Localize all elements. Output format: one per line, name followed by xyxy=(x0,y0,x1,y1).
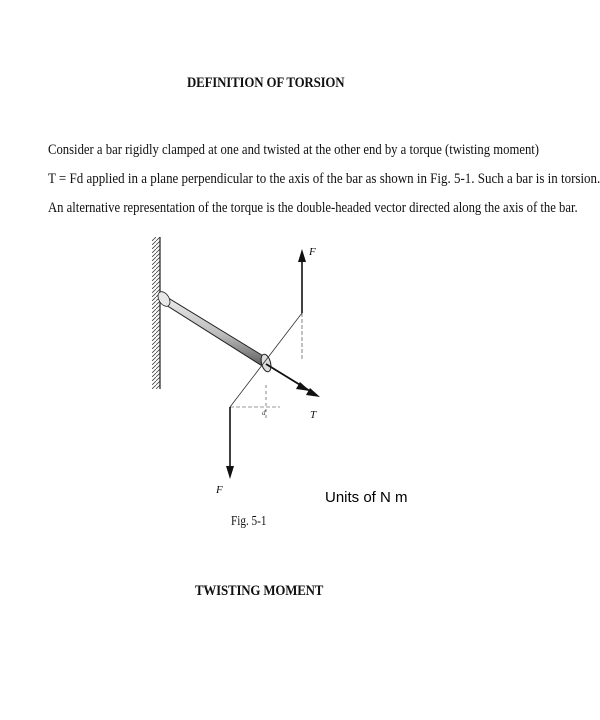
torque-vector xyxy=(266,364,320,397)
figure-caption: Fig. 5-1 xyxy=(231,514,267,529)
torque-label: T xyxy=(310,409,317,421)
paragraph-line-2: T = Fd applied in a plane perpendicular to the axis of the bar as shown in Fig. 5-1. Such a bar is in torsion. xyxy=(48,171,600,187)
paragraph-line-1: Consider a bar rigidly clamped at one and twisted at the other end by a torque (twisting moment) xyxy=(48,142,540,158)
force-arrow-top xyxy=(298,249,306,313)
paragraph-line-3: An alternative representation of the torque is the double-headed vector directed along the axis of the bar. xyxy=(48,200,578,216)
clamped-wall xyxy=(152,237,160,389)
bar xyxy=(156,290,273,373)
force-label-bottom: F xyxy=(216,484,223,496)
section-title: DEFINITION OF TORSION xyxy=(187,75,345,91)
torsion-figure xyxy=(140,225,340,505)
force-label-top: F xyxy=(309,246,316,258)
distance-label: d xyxy=(262,409,266,417)
units-note: Units of N m xyxy=(325,489,408,506)
section-subtitle: TWISTING MOMENT xyxy=(195,583,324,599)
force-arrow-bottom xyxy=(226,407,234,479)
